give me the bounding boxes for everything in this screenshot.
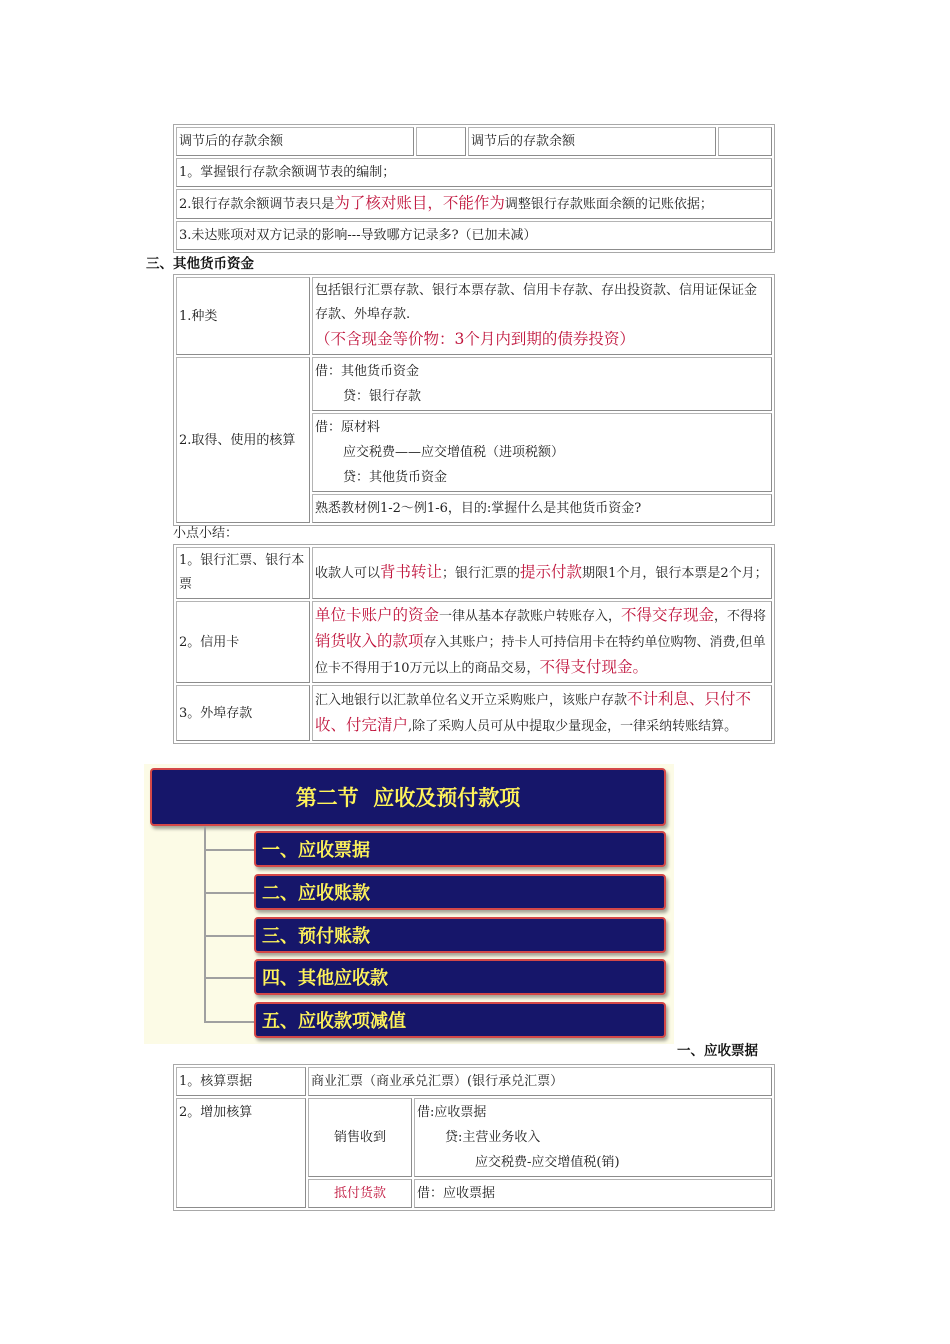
sales-debit: 借:应收票据 (417, 1105, 487, 1120)
diagram-branch-1 (204, 849, 256, 851)
diagram-item-1-label: 一、应收票据 (262, 840, 370, 861)
entry-1-credit: 贷：银行存款 (343, 389, 422, 404)
subsection-1-heading: 一、应收票据 (677, 1043, 758, 1059)
note-3 (176, 221, 772, 250)
bill-type-label: 1。核算票据 (176, 1067, 306, 1096)
summary-heading: 小点小结： (173, 526, 239, 541)
highlight-text: 不计利息、只付不收、付完清户 (315, 690, 752, 734)
sales-credit: 贷:主营业务收入 (445, 1130, 541, 1145)
entry-2-debit: 借：原材料 (315, 420, 381, 435)
sales-entry (414, 1098, 772, 1177)
note-1 (176, 158, 772, 187)
highlight-text: 销货收入的款项 (315, 632, 424, 650)
diagram-branch-2 (204, 892, 256, 894)
entry-2-credit: 贷：其他货币资金 (343, 470, 448, 485)
reconciliation-table (173, 124, 775, 253)
diagram-branch-4 (204, 977, 256, 979)
highlight-text: 背书转让 (380, 563, 443, 581)
entry-2 (312, 413, 772, 492)
text-run: 存入其账户；持卡人可持信用卡在特约单位购物、消费,但单位卡不得用于10万元以上的商品交易， (315, 635, 766, 676)
diagram-item-5 (254, 1002, 666, 1038)
text-run: ，不得将 (714, 609, 767, 624)
offset-payment-label: 抵付货款 (308, 1179, 412, 1208)
summary-row-2-text (312, 601, 772, 683)
cell-empty-left (416, 127, 466, 156)
sales-tax: 应交税费-应交增值税(销) (475, 1155, 620, 1170)
summary-row-3-text (312, 685, 772, 741)
summary-row-1-label: 1。银行汇票、银行本票 (176, 547, 310, 599)
increase-label: 2。增加核算 (176, 1098, 306, 1208)
diagram-item-1 (254, 831, 666, 867)
text-run: 收款人可以 (315, 566, 381, 581)
text-run: 3.未达账项对双方记录的影响---导致哪方记录多?（已加未减） (179, 228, 537, 243)
other-monetary-funds-table (173, 274, 775, 526)
text-run: ；银行汇票的 (442, 566, 521, 581)
sales-received-label: 销售收到 (308, 1098, 412, 1177)
diagram-branch-5 (204, 1021, 256, 1023)
note-2 (176, 189, 772, 219)
highlight-text: 不得交存现金 (621, 606, 715, 624)
text-run: 汇入地银行以汇款单位名义开立采购账户，该账户存款 (315, 693, 628, 708)
diagram-item-2 (254, 874, 666, 910)
text-run: 期限1个月，银行本票是2个月； (582, 566, 768, 581)
highlight-text: 单位卡账户的资金 (315, 606, 440, 624)
bill-type-text: 商业汇票（商业承兑汇票）(银行承兑汇票） (308, 1067, 772, 1096)
text-run: 一律从基本存款账户转账存入， (439, 609, 622, 624)
diagram-branch-3 (204, 935, 256, 937)
diagram-title: 第二节 应收及预付款项 (295, 786, 521, 810)
cell-empty-right (718, 127, 772, 156)
summary-row-3-label: 3。外埠存款 (176, 685, 310, 741)
entry-1 (312, 357, 772, 411)
text-run: 2.银行存款余额调节表只是 (179, 197, 335, 212)
cell-adjusted-balance-left: 调节后的存款余额 (176, 127, 414, 156)
summary-row-2-label: 2。信用卡 (176, 601, 310, 683)
diagram-trunk-line (204, 826, 206, 1022)
kinds-content (312, 277, 772, 355)
diagram-title-box (150, 768, 666, 826)
kinds-note: （不含现金等价物：3个月内到期的债券投资） (315, 330, 635, 348)
highlight-text: 为了核对账目，不能作为 (334, 194, 505, 212)
entry-2-line2: 应交税费——应交增值税（进项税额） (343, 445, 565, 460)
offset-debit: 借：应收票据 (414, 1179, 772, 1208)
diagram-item-2-label: 二、应收账款 (262, 883, 370, 904)
diagram-item-4 (254, 959, 666, 995)
kinds-label: 1.种类 (176, 277, 310, 355)
diagram-item-4-label: 四、其他应收款 (262, 968, 388, 989)
notes-receivable-table (173, 1064, 775, 1211)
highlight-text: 提示付款 (520, 563, 583, 581)
kinds-text: 包括银行汇票存款、银行本票存款、信用卡存款、存出投资款、信用证保证金存款、外埠存款. (315, 283, 758, 322)
diagram-item-3 (254, 917, 666, 953)
text-run: 调整银行存款账面余额的记账依据； (504, 197, 713, 212)
text-run: 1。掌握银行存款余额调节表的编制； (179, 165, 396, 180)
summary-table (173, 544, 775, 744)
accounting-label: 2.取得、使用的核算 (176, 357, 310, 523)
summary-row-1-text (312, 547, 772, 599)
diagram-item-5-label: 五、应收款项减值 (262, 1011, 406, 1032)
section-2-diagram (144, 764, 674, 1044)
cell-adjusted-balance-right: 调节后的存款余额 (468, 127, 716, 156)
entry-1-debit: 借：其他货币资金 (315, 364, 420, 379)
highlight-text: 不得支付现金。 (539, 658, 649, 676)
diagram-item-3-label: 三、预付账款 (262, 926, 370, 947)
section-3-heading: 三、其他货币资金 (146, 256, 254, 272)
text-run: ,除了采购人员可从中提取少量现金，一律采纳转账结算。 (408, 719, 738, 734)
example-note: 熟悉教材例1-2～例1-6，目的:掌握什么是其他货币资金? (312, 494, 772, 523)
